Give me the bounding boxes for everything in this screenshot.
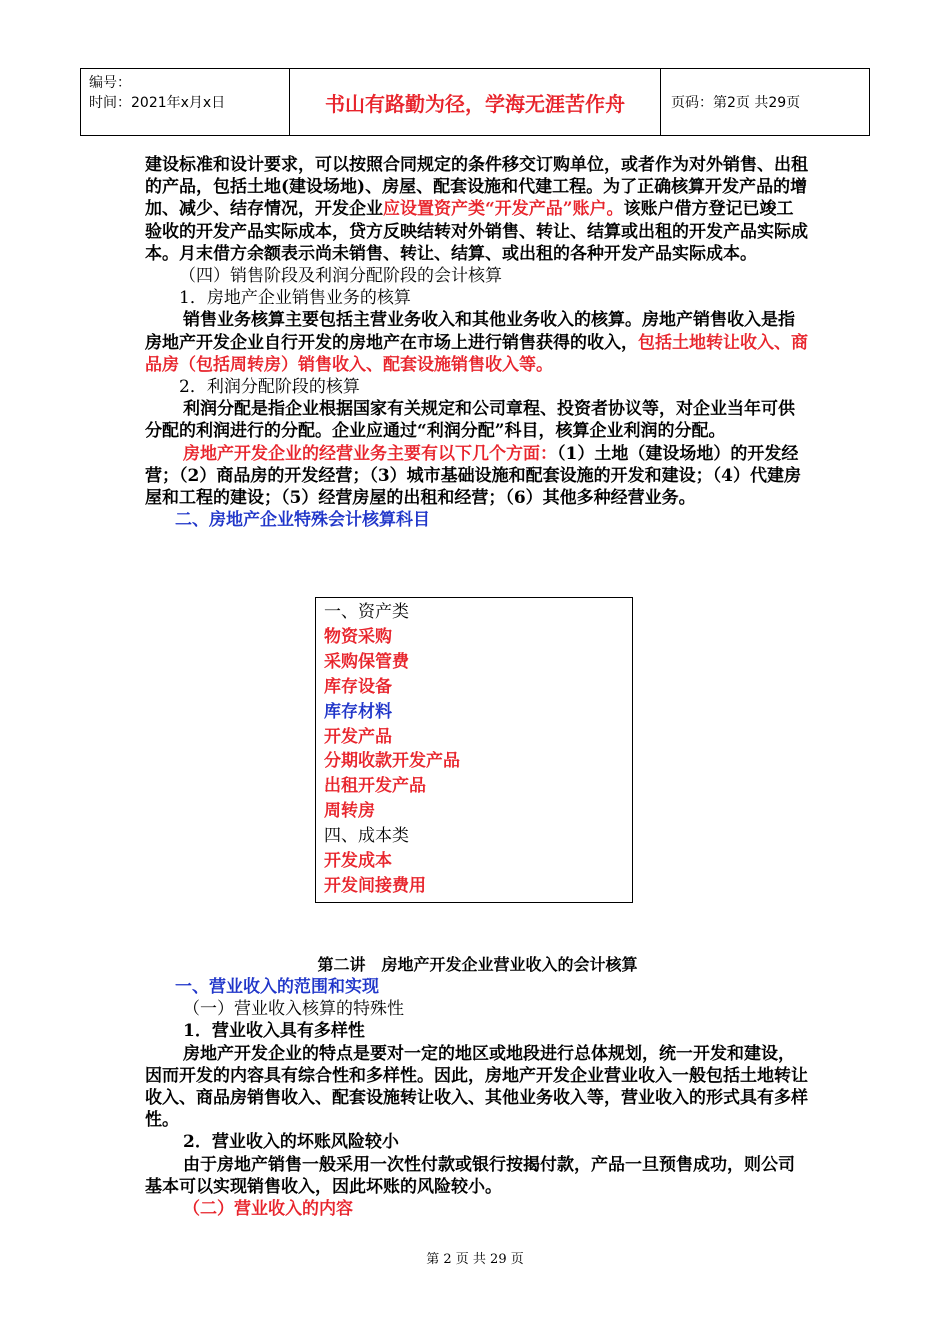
account-item: 开发间接费用 [324, 875, 426, 896]
account-item: 采购保管费 [324, 651, 409, 672]
paragraph-bad-debt: 由于房地产销售一般采用一次性付款或银行按揭付款，产品一旦预售成功，则公司基本可以实现销售收入，因此坏账的风险较小。 [145, 1154, 795, 1197]
header-motto: 书山有路勤为径，学海无涯苦作舟 [290, 69, 661, 136]
para1-seg2-highlight: 应设置资产类“开发产品”账户。 [383, 199, 624, 220]
paragraph-profit: 利润分配是指企业根据国家有关规定和公司章程、投资者协议等，对企业当年可供分配的利润进行的分配。企业应通过“利润分配”科目，核算企业利润的分配。 [145, 399, 795, 442]
para2-seg2-highlight: 包括土地转让收入、商品房（包括周转房）销售收入、配套设施销售收入等。 [145, 332, 808, 375]
account-item: 库存材料 [324, 701, 392, 722]
paragraph-diversity: 房地产开发企业的特点是要对一定的地区或地段进行总体规划，统一开发和建设，因而开发的内容具有综合性和多样性。因此，房地产开发企业营业收入一般包括土地转让收入、商品房销售收入、配套设施转让收入、其他业务收入等，营业收入的形式具有多样性。 [145, 1043, 808, 1131]
header-meta-cell [81, 69, 290, 136]
para4-seg2: （1）土地（建设场地）的开发经营；（2）商品房的开发经营；（3）城市基础设施和配套设施的开发和建设；（4）代建房屋和工程的建设；（5）经营房屋的出租和经营；（6）其他多种经营业务。 [145, 443, 801, 509]
subheading-profit: 2．利润分配阶段的核算 [179, 377, 360, 398]
account-item: 一、资产类 [324, 602, 409, 622]
para4-seg1-highlight: 房地产开发企业的经营业务主要有以下几个方面： [183, 443, 557, 464]
subheading-sales: 1．房地产企业销售业务的核算 [179, 288, 411, 309]
lecture-two-section [145, 954, 810, 1220]
account-item: 四、成本类 [324, 826, 409, 847]
account-item: 周转房 [324, 801, 375, 822]
paragraph-business-scope [145, 443, 810, 510]
document-header [80, 68, 870, 136]
paragraph-dev-products [145, 154, 810, 265]
lecture-title: 第二讲 房地产开发企业营业收入的会计核算 [317, 955, 638, 974]
account-item: 出租开发产品 [324, 776, 426, 797]
account-item: 分期收款开发产品 [324, 751, 460, 772]
account-item: 物资采购 [324, 626, 392, 647]
subheading-bad-debt: 2．营业收入的坏账风险较小 [183, 1132, 399, 1153]
heading-revenue-content: （二）营业收入的内容 [183, 1199, 353, 1220]
doc-time-label: 时间：2021年x月x日 [89, 95, 226, 111]
subheading-diversity: 1．营业收入具有多样性 [183, 1021, 365, 1042]
paragraph-sales [145, 309, 810, 376]
page-footer: 第 2 页 共 29 页 [426, 1252, 524, 1267]
account-item: 库存设备 [324, 676, 392, 697]
para2-seg1: 销售业务核算主要包括主营业务收入和其他业务收入的核算。房地产销售收入是指房地产开发企业自行开发的房地产在市场上进行销售获得的收入， [145, 310, 795, 353]
heading-sales-profit: （四）销售阶段及利润分配阶段的会计核算 [179, 266, 502, 287]
body-content [145, 154, 810, 531]
heading-revenue-scope: 一、营业收入的范围和实现 [175, 977, 379, 997]
accounts-box [315, 597, 633, 903]
account-item: 开发成本 [324, 851, 392, 872]
doc-number-label: 编号： [89, 75, 131, 91]
heading-special-accounts: 二、房地产企业特殊会计核算科目 [175, 510, 430, 531]
heading-revenue-special: （一）营业收入核算的特殊性 [183, 999, 404, 1020]
header-page-info: 页码：第2页 共29页 [661, 69, 870, 136]
para1-seg1: 建设标准和设计要求，可以按照合同规定的条件移交订购单位，或者作为对外销售、出租的产品，包括土地(建设场地)、房屋、配套设施和代建工程。为了正确核算开发产品的增加、减少、结存情况，开发企业 [145, 155, 808, 220]
para1-seg3: 该账户借方登记已竣工验收的开发产品实际成本，贷方反映结转对外销售、转让、结算或出租的开发产品实际成本。月末借方余额表示尚未销售、转让、结算、或出租的各种开发产品实际成本。 [145, 199, 808, 264]
account-item: 开发产品 [324, 726, 392, 747]
